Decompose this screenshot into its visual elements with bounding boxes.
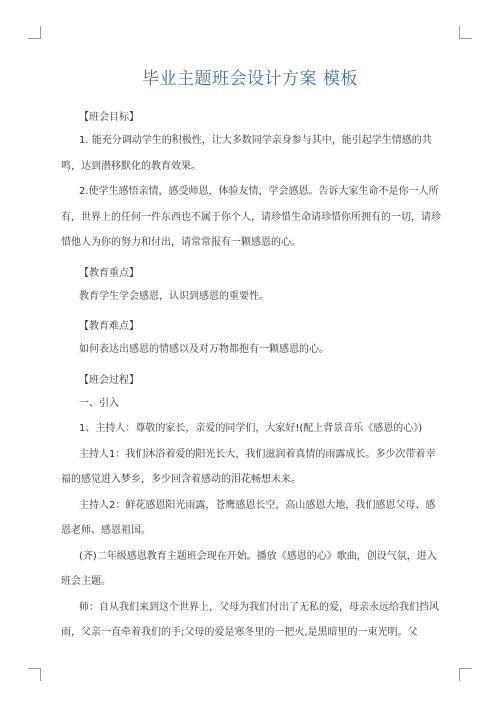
crop-mark-top-right bbox=[459, 26, 472, 39]
paragraph: (齐)二年级感恩教育主题班会现在开始。播放《感恩的心》歌曲，创设气氛，进入班会主题。 bbox=[61, 550, 437, 587]
paragraph: 主持人1：我们沐浴着爱的阳光长大，我们滋润着真情的雨露成长。多少次带着幸福的感觉进入梦乡，多少回含着感动的泪花畅想未来。 bbox=[61, 448, 436, 485]
paragraph: 教育学生学会感恩，认识到感恩的重要性。 bbox=[79, 290, 269, 302]
crop-mark-bottom-left bbox=[28, 668, 41, 681]
crop-mark-top-left bbox=[28, 26, 41, 39]
paragraph: 师：自从我们来到这个世界上，父母为我们付出了无私的爱，母亲永远给我们挡风雨，父亲一直牵着我们的手;父母的爱是寒冬里的一把火,是黑暗里的一束光明。父 bbox=[61, 601, 439, 638]
paragraph: 1. 能充分调动学生的积极性，让大多数同学亲身参与其中，能引起学生情感的共鸣，达到潜移默化的教育效果。 bbox=[61, 135, 432, 172]
section-heading: 【班会目标】 bbox=[79, 112, 139, 123]
section-heading: 【教育难点】 bbox=[79, 321, 139, 332]
paragraph: 如何表达出感恩的情感以及对万物都抱有一颗感恩的心。 bbox=[79, 344, 329, 355]
crop-mark-bottom-right bbox=[459, 668, 472, 681]
section-heading: 【班会过程】 bbox=[79, 374, 139, 386]
section-heading: 【教育重点】 bbox=[79, 267, 139, 279]
paragraph: 主持人2：鲜花感恩阳光雨露，苍鹰感恩长空，高山感恩大地，我们感恩父母、感恩老师、感恩祖国。 bbox=[61, 499, 436, 536]
paragraph: 1、主持人：尊敬的家长，亲爱的同学们，大家好!(配上背景音乐《感恩的心》) bbox=[79, 423, 423, 434]
document-body bbox=[61, 111, 444, 646]
paragraph: 一、引入 bbox=[79, 397, 119, 409]
paragraph: 2.使学生感悟亲情，感受师恩，体验友情，学会感恩。告诉大家生命不是你一人所有，世界上的任何一件东西也不属于你个人，请珍惜生命请珍惜你所拥有的一切，请珍惜他人为你的努力和付出，请常常报有一颗感恩的心。 bbox=[61, 186, 441, 248]
document-title: 毕业主题班会设计方案 模板 bbox=[142, 69, 358, 89]
